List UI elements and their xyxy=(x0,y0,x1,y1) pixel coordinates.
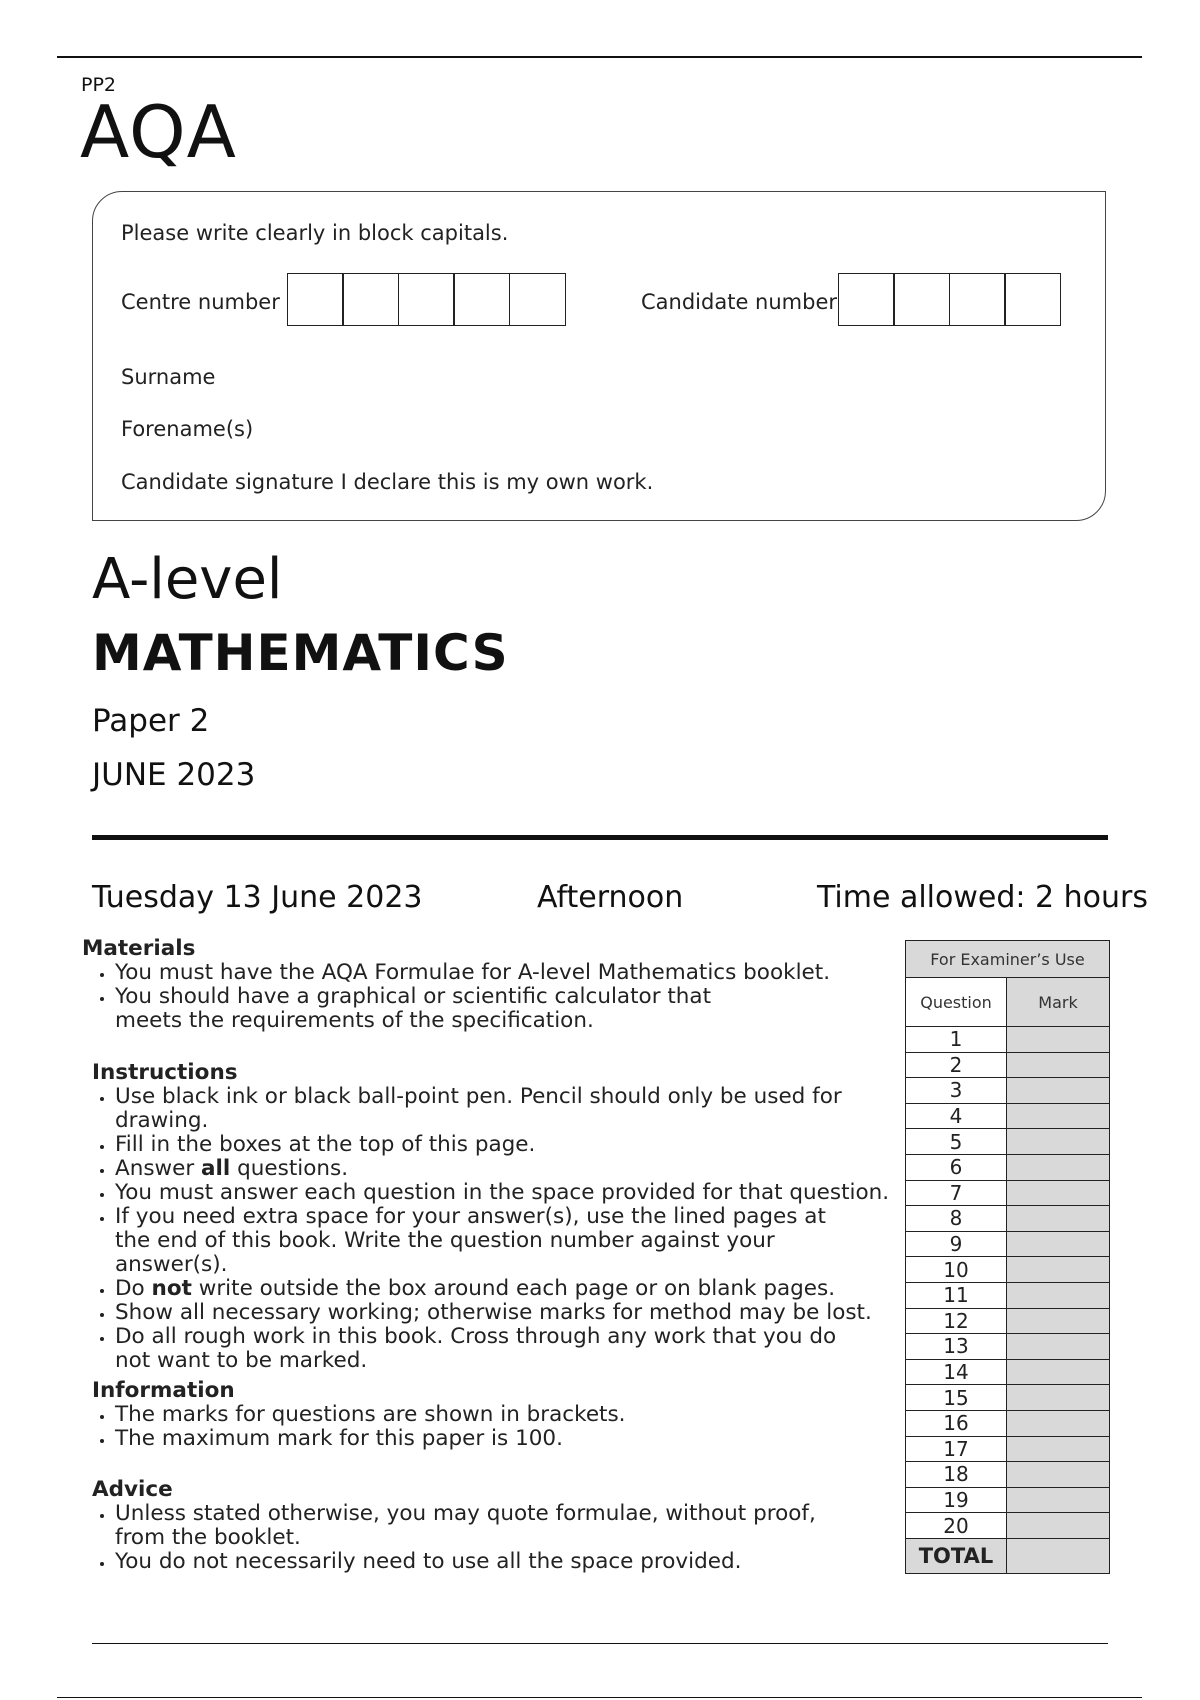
title-divider xyxy=(92,835,1108,840)
time-allowed: Time allowed: 2 hours xyxy=(817,880,1149,915)
mark-cell xyxy=(1007,1231,1110,1257)
mark-cell xyxy=(1007,1282,1110,1308)
mark-cell xyxy=(1007,1206,1110,1232)
total-label: TOTAL xyxy=(906,1538,1007,1573)
question-number: 17 xyxy=(906,1436,1007,1462)
forename-label: Forename(s) xyxy=(121,417,254,441)
mark-cell xyxy=(1007,1410,1110,1436)
centre-number-label: Centre number xyxy=(121,290,280,314)
page-bottom-rule xyxy=(57,1697,1142,1698)
materials-item: • You must have the AQA Formulae for A-level Mathematics booklet. xyxy=(115,961,955,985)
question-number: 13 xyxy=(906,1334,1007,1360)
question-number: 12 xyxy=(906,1308,1007,1334)
top-rule xyxy=(57,56,1142,58)
instructions-section xyxy=(92,1061,922,1373)
mark-cell xyxy=(1007,1154,1110,1180)
candidate-number-box[interactable] xyxy=(1004,273,1061,326)
mark-cell xyxy=(1007,1103,1110,1129)
question-number: 14 xyxy=(906,1359,1007,1385)
instruction-item: • If you need extra space for your answer(s), use the lined pages at the end of this book. Write the question number against your answer(s). xyxy=(115,1205,835,1277)
question-row xyxy=(906,1257,1110,1283)
centre-number-box[interactable] xyxy=(287,273,344,326)
candidate-number-box[interactable] xyxy=(893,273,950,326)
instruction-item xyxy=(115,1157,922,1181)
total-mark-cell xyxy=(1007,1538,1110,1573)
mark-cell xyxy=(1007,1334,1110,1360)
instruction-item: • Use black ink or black ball-point pen. Pencil should only be used for drawing. xyxy=(115,1085,922,1133)
centre-number-box[interactable] xyxy=(398,273,455,326)
advice-section xyxy=(92,1478,922,1574)
bottom-rule xyxy=(92,1643,1108,1644)
question-row xyxy=(906,1359,1110,1385)
question-row xyxy=(906,1052,1110,1078)
mark-cell xyxy=(1007,1487,1110,1513)
centre-number-box[interactable] xyxy=(453,273,510,326)
question-row xyxy=(906,1385,1110,1411)
candidate-number-boxes[interactable] xyxy=(839,273,1061,326)
block-capitals-instruction: Please write clearly in block capitals. xyxy=(121,221,509,245)
candidate-number-label: Candidate number xyxy=(641,290,837,314)
qualification-level: A-level xyxy=(92,547,283,612)
centre-number-boxes[interactable] xyxy=(288,273,566,326)
advice-item: • Unless stated otherwise, you may quote formulae, without proof, from the booklet. xyxy=(115,1502,855,1550)
question-number: 5 xyxy=(906,1129,1007,1155)
question-number: 10 xyxy=(906,1257,1007,1283)
mark-cell xyxy=(1007,1129,1110,1155)
exam-series: JUNE 2023 xyxy=(92,757,256,793)
question-row xyxy=(906,1334,1110,1360)
mark-cell xyxy=(1007,1359,1110,1385)
question-row xyxy=(906,1231,1110,1257)
mark-cell xyxy=(1007,1078,1110,1104)
question-row xyxy=(906,1410,1110,1436)
question-number: 18 xyxy=(906,1462,1007,1488)
examiner-use-table xyxy=(905,940,1110,1574)
mark-cell xyxy=(1007,1436,1110,1462)
question-row xyxy=(906,1462,1110,1488)
signature-label: Candidate signature I declare this is my own work. xyxy=(121,470,654,494)
examiner-use-title: For Examiner’s Use xyxy=(906,941,1110,978)
question-row xyxy=(906,1027,1110,1053)
question-number: 2 xyxy=(906,1052,1007,1078)
instruction-item: • Fill in the boxes at the top of this page. xyxy=(115,1133,922,1157)
question-row xyxy=(906,1078,1110,1104)
question-row xyxy=(906,1180,1110,1206)
total-row xyxy=(906,1538,1110,1573)
aqa-logo: AQA xyxy=(80,90,237,174)
exam-session: Afternoon xyxy=(537,880,684,915)
question-number: 16 xyxy=(906,1410,1007,1436)
centre-number-box[interactable] xyxy=(342,273,399,326)
mark-cell xyxy=(1007,1462,1110,1488)
mark-cell xyxy=(1007,1513,1110,1539)
paper-number: Paper 2 xyxy=(92,703,210,739)
question-number: 3 xyxy=(906,1078,1007,1104)
question-row xyxy=(906,1282,1110,1308)
materials-section xyxy=(82,937,912,1033)
mark-cell xyxy=(1007,1308,1110,1334)
candidate-number-box[interactable] xyxy=(838,273,895,326)
mark-cell xyxy=(1007,1385,1110,1411)
information-heading: Information xyxy=(92,1378,235,1403)
question-number: 6 xyxy=(906,1154,1007,1180)
mark-cell xyxy=(1007,1027,1110,1053)
instructions-heading: Instructions xyxy=(92,1060,238,1085)
instruction-part: Answer all questions. xyxy=(115,1156,349,1181)
question-column-header: Question xyxy=(906,978,1007,1027)
candidate-number-box[interactable] xyxy=(949,273,1006,326)
candidate-details-box xyxy=(92,191,1106,521)
question-number: 7 xyxy=(906,1180,1007,1206)
mark-cell xyxy=(1007,1052,1110,1078)
information-item: • The maximum mark for this paper is 100. xyxy=(115,1427,922,1451)
instruction-item: • Do not write outside the box around each page or on blank pages. xyxy=(115,1277,922,1301)
information-item: • The marks for questions are shown in brackets. xyxy=(115,1403,922,1427)
question-row xyxy=(906,1436,1110,1462)
question-row xyxy=(906,1308,1110,1334)
surname-label: Surname xyxy=(121,365,216,389)
advice-item: • You do not necessarily need to use all the space provided. xyxy=(115,1550,922,1574)
question-row xyxy=(906,1103,1110,1129)
question-row xyxy=(906,1129,1110,1155)
question-number: 1 xyxy=(906,1027,1007,1053)
mark-cell xyxy=(1007,1180,1110,1206)
instruction-item: • You must answer each question in the space provided for that question. xyxy=(115,1181,922,1205)
mark-column-header: Mark xyxy=(1007,978,1110,1027)
advice-heading: Advice xyxy=(92,1477,173,1502)
information-section xyxy=(92,1379,922,1451)
question-number: 8 xyxy=(906,1206,1007,1232)
centre-number-box[interactable] xyxy=(509,273,566,326)
instruction-item: • Show all necessary working; otherwise marks for method may be lost. xyxy=(115,1301,922,1325)
mark-cell xyxy=(1007,1257,1110,1283)
subject-title: MATHEMATICS xyxy=(92,624,509,682)
question-number: 19 xyxy=(906,1487,1007,1513)
question-row xyxy=(906,1154,1110,1180)
question-number: 4 xyxy=(906,1103,1007,1129)
materials-heading: Materials xyxy=(82,936,196,961)
paper-code: PP2 xyxy=(81,74,117,96)
exam-date: Tuesday 13 June 2023 xyxy=(92,880,423,915)
question-number: 20 xyxy=(906,1513,1007,1539)
question-row xyxy=(906,1487,1110,1513)
materials-item: • You should have a graphical or scientific calculator that meets the requirements of the specification. xyxy=(115,985,755,1033)
question-number: 9 xyxy=(906,1231,1007,1257)
question-row xyxy=(906,1513,1110,1539)
question-number: 15 xyxy=(906,1385,1007,1411)
instruction-item: • Do all rough work in this book. Cross through any work that you do not want to be marked. xyxy=(115,1325,875,1373)
question-number: 11 xyxy=(906,1282,1007,1308)
question-row xyxy=(906,1206,1110,1232)
